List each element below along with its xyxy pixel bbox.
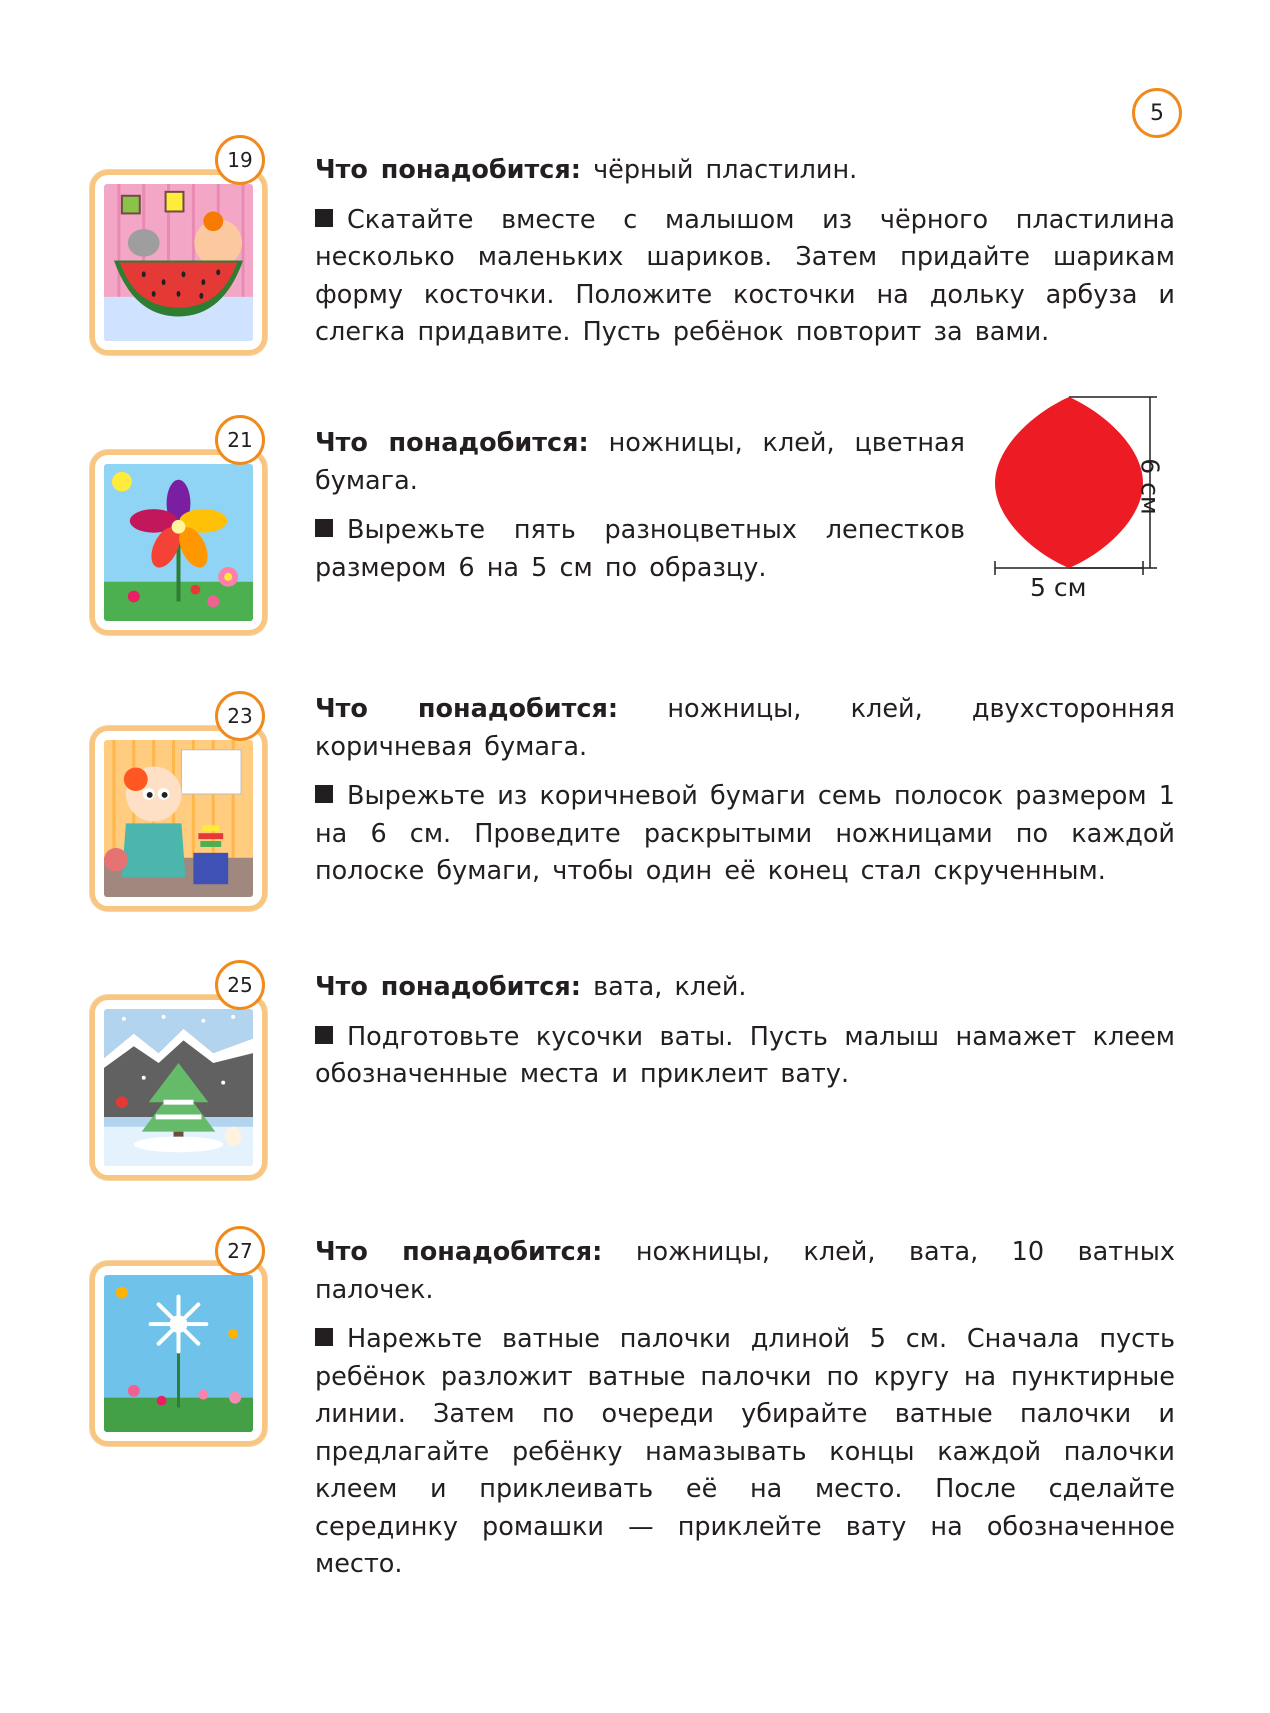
petal-shape xyxy=(995,397,1143,568)
section-number-badge: 23 xyxy=(215,691,265,741)
petal-width-label: 5 см xyxy=(1030,573,1087,602)
page-number: 5 xyxy=(1132,88,1182,138)
thumbnail-chamomile xyxy=(90,1261,267,1446)
section-number-badge: 19 xyxy=(215,135,265,185)
section-23-text xyxy=(315,691,1175,903)
thumbnail-flower xyxy=(90,450,267,635)
instruction: Подготовьте кусочки ваты. Пусть малыш намажет клеем обозначенные места и приклеит вату. xyxy=(315,1021,1175,1089)
baby-illustration xyxy=(104,740,253,897)
bullet-square-icon xyxy=(315,1328,333,1346)
thumbnail-watermelon xyxy=(90,170,267,355)
section-21-text xyxy=(315,425,965,599)
instruction: Вырежьте из коричневой бумаги семь полосок размером 1 на 6 см. Проведите раскрытыми ножницами по каждой полоске бумаги, чтобы один её конец стал скрученным. xyxy=(315,781,1175,886)
thumbnail-baby xyxy=(90,726,267,911)
section-25-text xyxy=(315,969,1175,1106)
winter-tree-illustration xyxy=(104,1009,253,1166)
section-number-badge: 27 xyxy=(215,1226,265,1276)
instruction: Скатайте вместе с малышом из чёрного пластилина несколько маленьких шариков. Затем придайте шарикам форму косточки. Положите косточки на дольку арбуза и слегка придавите. Пусть ребёнок повторит за вами. xyxy=(315,204,1175,347)
section-number-badge: 25 xyxy=(215,960,265,1010)
instruction: Нарежьте ватные палочки длиной 5 см. Сначала пусть ребёнок разложит ватные палочки по кругу на пунктирные линии. Затем по очереди убирайте ватные палочки и предлагайте ребёнку намазывать концы каждой палочки клеем и приклеивать её на место. После сделайте серединку ромашки — приклейте вату на обозначенное место. xyxy=(315,1324,1175,1579)
needs-line: Что понадобится: ножницы, клей, цветная бумага. xyxy=(315,428,966,496)
section-27-text xyxy=(315,1234,1175,1596)
watermelon-illustration xyxy=(104,184,253,341)
flower-illustration xyxy=(104,464,253,621)
bullet-square-icon xyxy=(315,785,333,803)
thumbnail-winter-tree xyxy=(90,995,267,1180)
needs-line: Что понадобится: ножницы, клей, двухсторонняя коричневая бумага. xyxy=(315,694,1176,762)
bullet-square-icon xyxy=(315,1026,333,1044)
section-number-badge: 21 xyxy=(215,415,265,465)
petal-template-diagram xyxy=(985,393,1160,603)
section-19-text xyxy=(315,152,1175,364)
chamomile-illustration xyxy=(104,1275,253,1432)
needs-line: Что понадобится: вата, клей. xyxy=(315,972,747,1002)
bullet-square-icon xyxy=(315,209,333,227)
needs-line: Что понадобится: ножницы, клей, вата, 10 ватных палочек. xyxy=(315,1237,1176,1305)
instruction: Вырежьте пять разноцветных лепестков размером 6 на 5 см по образцу. xyxy=(315,515,965,583)
petal-height-label: 6 см xyxy=(1135,458,1165,515)
needs-line: Что понадобится: чёрный пластилин. xyxy=(315,155,858,185)
bullet-square-icon xyxy=(315,519,333,537)
